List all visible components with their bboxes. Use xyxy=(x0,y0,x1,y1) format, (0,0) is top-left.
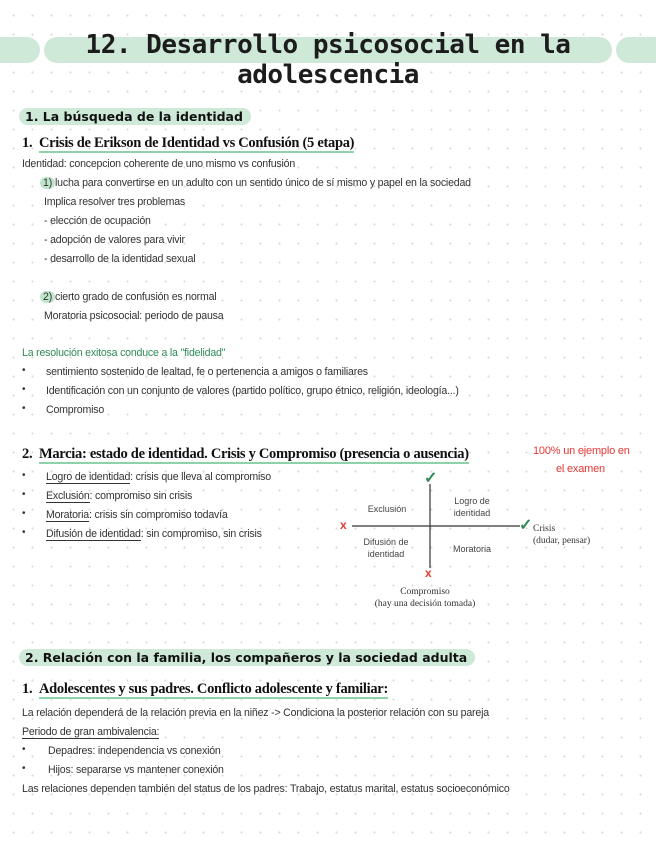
implica-line: Implica resolver tres problemas xyxy=(44,196,185,208)
item-1 xyxy=(40,177,471,189)
check-icon-right: ✓ xyxy=(519,517,533,534)
sub-2-title: Marcia: estado de identidad. Crisis y Compromiso (presencia o ausencia) xyxy=(38,446,469,462)
exam-note-line-2: el examen xyxy=(556,463,605,475)
fidelity-bullet-1: sentimiento sostenido de lealtad, fe o pertenencia a amigos o familiares xyxy=(46,366,368,378)
sub-3-title: Adolescentes y sus padres. Conflicto adolescente y familiar: xyxy=(38,681,388,697)
section-1-heading: 1. La búsqueda de la identidad xyxy=(19,108,251,125)
status-difusion-term: Difusión de identidad xyxy=(46,528,141,540)
bullet-dot: • xyxy=(22,508,26,519)
quadrant-difusion xyxy=(356,536,416,560)
status-exclusion-term: Exclusión xyxy=(46,490,90,502)
cross-icon-left: x xyxy=(340,518,347,532)
status-exclusion-desc: : compromiso sin crisis xyxy=(89,490,193,502)
status-moratoria-term: Moratoria xyxy=(46,509,89,521)
crisis-label: Crisis xyxy=(533,524,556,534)
compromiso-axis-label xyxy=(360,586,490,610)
status-difusion xyxy=(46,528,262,540)
fidelity-bullet-2: Identificación con un conjunto de valores (partido político, grupo étnico, religión, ideología...) xyxy=(46,385,459,397)
bullet-dot: • xyxy=(22,527,26,538)
sub-2-number: 2. xyxy=(22,446,33,462)
family-bullet-2: Hijos: separarse vs mantener conexión xyxy=(48,764,224,776)
quadrant-logro-line-2: identidad xyxy=(453,508,491,518)
ambivalence-label: Periodo de gran ambivalencia: xyxy=(22,726,160,738)
crisis-axis-label xyxy=(533,523,590,547)
crisis-sub-label: (dudar, pensar) xyxy=(533,536,591,546)
identity-intro: Identidad: concepcion coherente de uno mismo vs confusión xyxy=(22,158,296,170)
quadrant-difusion-line-2: identidad xyxy=(367,549,405,559)
sub-1-heading xyxy=(22,135,354,152)
sub-1-number: 1. xyxy=(22,135,33,151)
bullet-dot: • xyxy=(22,489,26,500)
family-bullet-1: Depadres: independencia vs conexión xyxy=(48,745,221,757)
sub-1-title: Crisis de Erikson de Identidad vs Confusión (5 etapa) xyxy=(38,135,355,151)
family-line-3: Las relaciones dependen también del status de los padres: Trabajo, estatus marital, estatus socioeconómico xyxy=(22,783,510,795)
fidelity-bullet-3: Compromiso xyxy=(46,404,105,416)
exam-note-line-1: 100% un ejemplo en xyxy=(533,445,630,457)
sub-2-heading xyxy=(22,446,469,463)
status-moratoria-desc: : crisis sin compromiso todavía xyxy=(88,509,228,521)
status-exclusion xyxy=(46,490,192,502)
quadrant-exclusion: Exclusión xyxy=(367,504,407,514)
item-2-text: cierto grado de confusión es normal xyxy=(55,291,217,303)
status-logro-desc: : crisis que lleva al compromiso xyxy=(130,471,271,483)
bullet-dot: • xyxy=(22,744,26,755)
item-1-text: lucha para convertirse en un adulto con un sentido único de sí mismo y papel en la sociedad xyxy=(55,177,471,189)
family-line-2 xyxy=(22,726,159,738)
bullet-dot: • xyxy=(22,384,26,395)
problem-2: - adopción de valores para vivir xyxy=(44,234,185,246)
cross-icon-bottom: x xyxy=(425,566,432,580)
page-title: 12. Desarrollo psicosocial en la adolescencia xyxy=(85,30,571,90)
bullet-dot: • xyxy=(22,763,26,774)
item-2 xyxy=(40,291,216,303)
family-line-1: La relación dependerá de la relación previa en la niñez -> Condiciona la posterior relación con su pareja xyxy=(22,707,489,719)
item-1-number: 1) xyxy=(40,177,55,189)
compromiso-label: Compromiso xyxy=(400,587,450,597)
sub-3-number: 1. xyxy=(22,681,33,697)
status-difusion-desc: : sin compromiso, sin crisis xyxy=(140,528,262,540)
quadrant-logro xyxy=(444,495,500,519)
sub-3-heading xyxy=(22,681,388,698)
compromiso-sub-label: (hay una decisión tomada) xyxy=(374,599,476,609)
bullet-dot: • xyxy=(22,403,26,414)
resolution-line: La resolución exitosa conduce a la "fidelidad" xyxy=(22,347,226,359)
item-2-number: 2) xyxy=(40,291,55,303)
quadrant-moratoria: Moratoria xyxy=(452,544,491,554)
quadrant-difusion-line-1: Difusión de xyxy=(363,537,409,547)
status-moratoria xyxy=(46,509,228,521)
quadrant-logro-line-1: Logro de xyxy=(454,496,490,506)
problem-3: - desarrollo de la identidad sexual xyxy=(44,253,196,265)
status-logro xyxy=(46,471,271,483)
bullet-dot: • xyxy=(22,365,26,376)
marcia-diagram-axes xyxy=(330,470,550,585)
section-2-heading: 2. Relación con la familia, los compañeros y la sociedad adulta xyxy=(19,649,475,666)
moratoria-line: Moratoria psicosocial: periodo de pausa xyxy=(44,310,224,322)
problem-1: - elección de ocupación xyxy=(44,215,151,227)
bullet-dot: • xyxy=(22,470,26,481)
check-icon-top: ✓ xyxy=(424,470,438,487)
status-logro-term: Logro de identidad xyxy=(46,471,131,483)
